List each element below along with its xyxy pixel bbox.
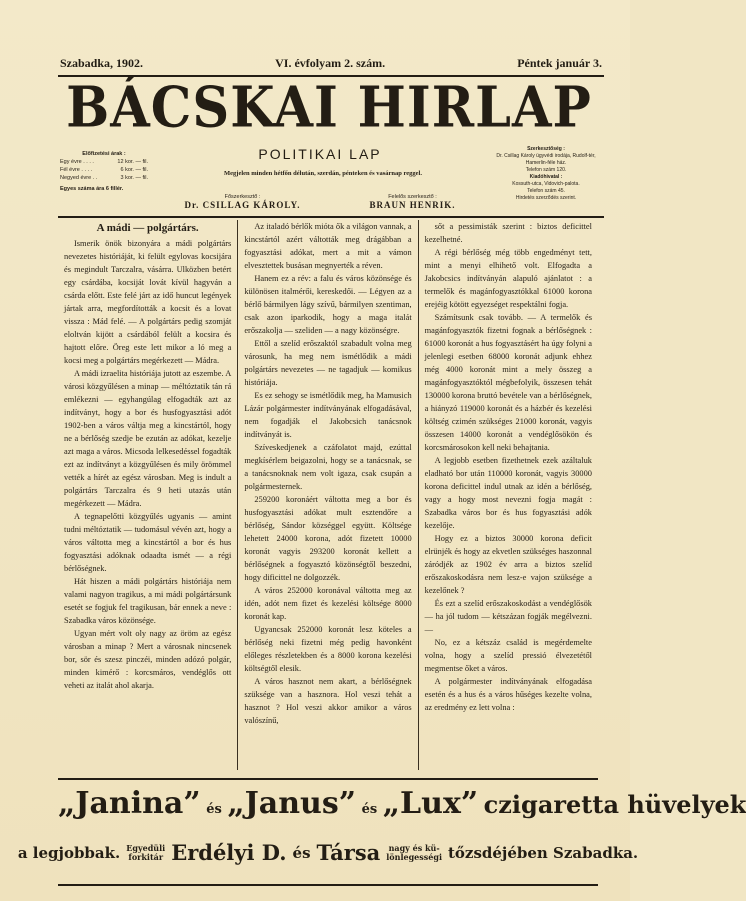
article-paragraph: Ugyancsak 252000 koronát lesz köteles a bérlőség neki fizetni még pedig havonként előleges részletekben és a 8000 korona kezelési költségtől elesik. bbox=[244, 625, 412, 673]
cigarette-advertisement bbox=[17, 778, 746, 886]
masthead-title: BÁCSKAI HIRLAP bbox=[66, 75, 592, 141]
article-columns bbox=[58, 220, 598, 770]
article-paragraph: sőt a pessimisták szerint : biztos deficittel kezelhetné. bbox=[424, 222, 592, 244]
chief-editor: Főszerkesztő : Dr. CSILLAG KÁROLY. bbox=[184, 194, 301, 210]
article-paragraph: Ettől a szelíd erőszaktól szabadult volna meg városunk, ha meg nem ismétlődik a mádi polgártárs nevezetes — ne tagadjuk — komikus históriája. bbox=[244, 339, 412, 387]
column-2 bbox=[237, 220, 417, 770]
volume-number: VI. évfolyam 2. szám. bbox=[275, 56, 386, 70]
ad-headline: „Janina” és „Janus” és „Lux” czigaretta hüvelyek bbox=[58, 786, 746, 821]
ad-partner: Társa bbox=[316, 840, 381, 865]
article-title: A mádi — polgártárs. bbox=[96, 222, 199, 234]
article-paragraph: Hát hiszen a mádi polgártárs históriája nem valami nagyon tragikus, a mi mádi polgártársunk esetét se fogjuk fel tragikusan, bár ennek a neve : Szabadka város közönsége. bbox=[64, 577, 232, 625]
ad-seller-line: a legjobbak. Egyedüli forkitár Erdélyi D. és Társa nagy és kü- lönlegességi tőzsdéjében Szabadka. bbox=[17, 840, 639, 865]
publisher-office-address: Kossuth-utca, Vidovich-palota. bbox=[512, 181, 580, 187]
ad-sole-seller: Egyedüli forkitár bbox=[126, 842, 166, 862]
price-row: Egy évre . . . . 12 kor. — fil. bbox=[60, 159, 148, 165]
editorial-office-address: Dr. Csillag Károly ügyvédi irodája, Rudolf-tér, Hamerlin-féle ház. bbox=[496, 153, 596, 166]
article-paragraph: Es ez sehogy se ismétlődik meg, ha Mamusich Lázár polgármester indítványának elfogadásával, nem fogadják el Jakobcsich tanácsnok indítványát is. bbox=[244, 391, 412, 439]
ad-best: a legjobbak. bbox=[17, 843, 121, 862]
ad-shop-note: nagy és kü- lönlegességi bbox=[386, 842, 442, 862]
article-paragraph: Ismerik önök bizonyára a mádi polgártárs nevezetes históriáját, ki felült egylovas kocsijára és megindult Tarczalra, vásárra. Ulközben betért egy csárdába, kocsiját lovát kívül hagyván a csárda előtt. Este felé járt az idő huncut legények jártak arra, megfordították a kocsit és a lovat vissza : Mád felé. — A polgártárs pedig szomját eloltván kijött a csárdából felült a kocsira és hajtott előre. Öreg este lett mikor a ló meg a kocsi meg a polgártárs megérkezett — Mádra. bbox=[64, 239, 232, 365]
subscription-heading: Előfizetési árak : bbox=[82, 151, 126, 157]
article-paragraph: A tegnapelőtti közgyűlés ugyanis — amint tudni méltóztatik — tudomásul vévén azt, hogy a város váltotta meg a kincstártól a bor és hus fogyasztási adóknak odaadta ismét — a régi bérlőségnek. bbox=[64, 512, 232, 573]
office-info bbox=[494, 146, 598, 202]
editorial-office-phone: Telefon szám 120. bbox=[525, 167, 567, 173]
advertising-note: Hirdetés szerződés szerint. bbox=[515, 195, 577, 201]
subscription-prices bbox=[60, 150, 148, 193]
brand-lux: „Lux” bbox=[382, 786, 479, 821]
article-paragraph: A régi bérlőség még több engedményt tett, mint a menyi elhihető volt. Elfogadta a Jakobcsics indítványán alapuló ajánlatot : a termelők és magánfogyasztókkal 61000 korona erejéig kötött egyezséget respektálni fogja. bbox=[424, 248, 592, 309]
ad-company: Erdélyi D. bbox=[171, 840, 287, 865]
column-3 bbox=[418, 220, 598, 770]
price-row: Negyed évre . . 3 kor. — fil. bbox=[60, 175, 148, 181]
article-paragraph: A legjobb esetben fizethetnek ezek azáltaluk eladható bor után 110000 koronát, vagyis 30000 korona deficittel indul utnak az idén a bérlőség, vagy a hogy most nevezni fogja magát : Szabadka város bor és hus fogyasztási adók kezelője. bbox=[424, 456, 592, 530]
editorial-office-heading: Szerkesztőség : bbox=[527, 146, 565, 152]
article-paragraph: Ugyan mért volt oly nagy az öröm az egész városban a minap ? Mert a városnak nincsenek bor, sör és szesz pinczéi, minden adózó polgár, minden kimérő : korcsmáros, vendéglős ott veheti az italát ahol akarja. bbox=[64, 629, 232, 690]
article-paragraph: A város hasznot nem akart, a bérlőségnek szüksége van a hasznora. Hol veszi tehát a hasznot ? Hol veszi akkor amikor a város valószínű, bbox=[244, 677, 412, 725]
article-paragraph: Hogy ez a biztos 30000 korona deficit elrünjék és hogy az ekvetlen szükséges haszonnal záródjék az 1902 év arra a biztos szelíd erőszakoskodásra nem lesz-e vajon szüksége a kezelőnek ? bbox=[424, 534, 592, 595]
article-paragraph: A polgármester indítványának elfogadása esetén és a hus és a város hűséges kezelte volna, az eredmény ez lett volna : bbox=[424, 677, 592, 712]
article-paragraph: Szíveskedjenek a czáfolatot majd, ezúttal megkísérlem beigazolni, hogy se a tanácsnak, se a tanácsnoknak nem volt igaza, csak csupán a polgármesternek. bbox=[244, 443, 412, 491]
weekday-date: Péntek január 3. bbox=[517, 56, 602, 70]
dateline bbox=[60, 56, 602, 74]
brand-janus: „Janus” bbox=[227, 786, 357, 821]
article-paragraph: A mádi izraelita históriája jutott az eszembe. A városi közgyűlésen a minap — méltóztatik tán rá emlékezni — egyhangúlag elfogadták azt az indítványt, hogy a bor és husfogyasztási adót 1902-ben a város váltja meg a kincstártól, hogy ne a bérlőség szedje be ezután az adókat, kezelje azt maga a város. Micsoda lelkesedéssel fogadták ezt az indítványt a közgyűlésen és mily örömmel vették a hírét az egész városban. Meg is indult a polgártárs Tarczalra és 9 heti utazás után megérkezett — Mádra. bbox=[64, 369, 232, 508]
editors-line bbox=[150, 194, 490, 210]
column-1 bbox=[58, 220, 237, 770]
responsible-editor: Felelős szerkesztő : BRAUN HENRIK. bbox=[369, 194, 456, 210]
publisher-office-phone: Telefon szám 45. bbox=[527, 188, 565, 194]
header-rule bbox=[58, 216, 604, 218]
article-paragraph: No, ez a kétszáz család is megérdemelte volna, hogy a szelíd pressió élvezetétől megmentse őket a város. bbox=[424, 638, 592, 673]
article-paragraph: Számítsunk csak tovább. — A termelők és magánfogyasztók fizetni fognak a bérlőségnek : 61000 koronát a hus fogyasztásért ha úgy folyni a jelenlegi esetben 68000 koronát adjunk ehhez még 4000 koronát mint a mely összeg a magánfogyasztóktól mégbefolyik, összesen tehát 130000 korona bruttó bevétele van a bérlőségnek, a hiányzó 119000 koronát és a házbér és kezelési költség czimén szükséges 21000 koronát, vagyis összesen 14000 koronát a vendéglősökön és korcsmárosokon kell neki behajtania. bbox=[424, 313, 592, 452]
price-row: Fél évre . . . . 6 kor. — fil. bbox=[60, 167, 148, 173]
brand-janina: „Janina” bbox=[58, 786, 201, 821]
single-issue-price: Egyes száma ára 6 fillér. bbox=[60, 186, 124, 192]
masthead-subtitle: POLITIKAI LAP bbox=[258, 146, 382, 162]
ad-shop: tőzsdéjében Szabadka. bbox=[448, 843, 639, 862]
article-paragraph: 259200 koronáért váltotta meg a bor és husfogyasztási adókat mult esztendőre a bérlőség, Sándor községgel együtt. Költsége lehetett 24000 korona, adót fizetett 10000 koronát vagyis 293200 koronát kellett a bérlőségnek a fogyasztó közönségtől beszedni, hogy dificittel ne dolgozzék. bbox=[244, 495, 412, 582]
place-date: Szabadka, 1902. bbox=[60, 56, 144, 70]
ad-product: czigaretta hüvelyek bbox=[483, 790, 746, 819]
publication-schedule: Megjelen minden hétfőn délután, szerdán, pénteken és vasárnap reggel. bbox=[224, 170, 422, 177]
publisher-office-heading: Kiadóhivatal : bbox=[529, 174, 563, 180]
article-paragraph: Hanem ez a rév: a falu és város közönsége és különösen italmérői, kereskedői. — Légyen az a bérlő bármilyen lágy szívű, bármilyen szentiman, csak azon iparkodik, hogy a maga italát erőszakolja — szeliden — a nagy közönségre. bbox=[244, 274, 412, 335]
article-paragraph: Az italadó bérlők mióta ők a világon vannak, a kincstártól azért váltották meg drágábban a fogyasztási adókat, mert a mit a vámon elvesztettek busásan megnyerték a réven. bbox=[244, 222, 412, 270]
article-paragraph: A város 252000 koronával váltotta meg az idén, adót nem fizet és kezelési költsége 8000 koronát kap. bbox=[244, 586, 412, 621]
article-paragraph: És ezt a szelíd erőszakoskodást a vendéglősök — ha jól tudom — kétszázan fogják megélvezni. — bbox=[424, 599, 592, 634]
